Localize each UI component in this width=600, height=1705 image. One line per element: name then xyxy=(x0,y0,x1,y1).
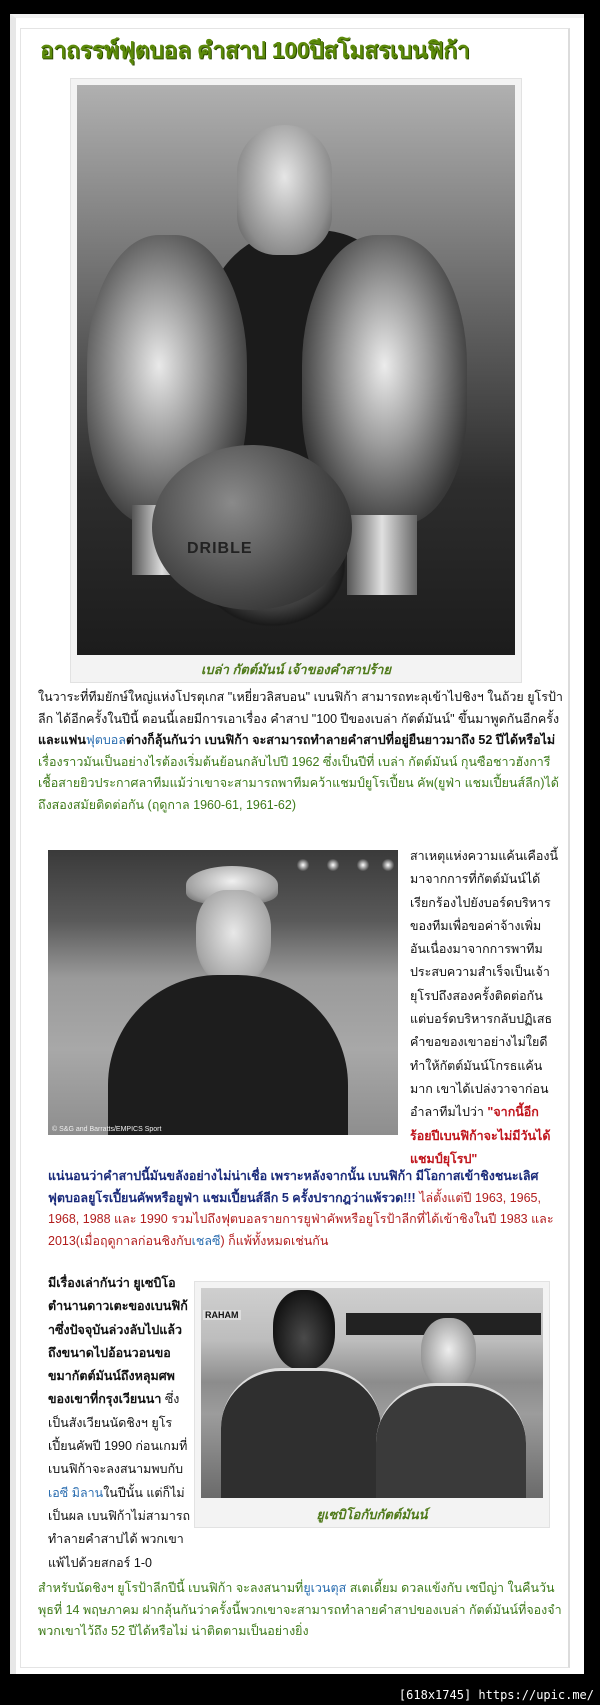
intro-line-a: ในวาระที่ทีมยักษ์ใหญ่แห่งโปรตุเกส "เหยี่ยวลิสบอน" เบนฟิก้า สามารถทะลุเข้าไปชิงฯ ในถ้วย ยูโรป้าลีก ได้อีกครั้งในปีนี้ ตอนนี้เลยมีการเอาเรื่อง คำสาป "100 ปีของเบล่า กัตต์มันน์" ขึ้นมาพูดกันอีกครั้ง xyxy=(38,690,563,726)
paragraph-finals xyxy=(48,1166,563,1252)
finals-tail-text: ) ก็แพ้ทั้งหมดเช่นกัน xyxy=(220,1233,329,1248)
intro-line-b-pre: และแฟน xyxy=(38,733,86,747)
guttmann-head xyxy=(421,1318,476,1388)
figure-eusebio-guttmann xyxy=(194,1281,550,1528)
stadium-sign: RAHAM xyxy=(205,1310,239,1320)
figure3-caption: ยูเซบิโอกับกัตต์มันน์ xyxy=(316,1507,428,1522)
ball-brand-text: DRIBLE xyxy=(187,540,253,557)
figure1-caption: เบล่า กัตต์มันน์ เจ้าของคำสาปร้าย xyxy=(200,662,392,677)
coach-jacket xyxy=(108,975,348,1135)
photo-guttmann-cap xyxy=(48,850,398,1135)
coach-head xyxy=(237,125,332,255)
link-football[interactable]: ฟุตบอล xyxy=(85,733,126,747)
paragraph-eusebio xyxy=(48,1272,193,1575)
eusebio-head xyxy=(273,1290,335,1370)
link-chelsea[interactable]: เชลซี xyxy=(191,1233,221,1248)
eusebio-text-post: ในปีนั้น แต่ก็ไม่เป็นผล เบนฟิก้าไม่สามารถทำลายคำสาปได้ พวกเขาแพ้ไปด้วยสกอร์ 1-0 xyxy=(48,1485,191,1570)
image-host-watermark: [618x1745] https://upic.me/ xyxy=(398,1688,594,1702)
photo-credit: © S&G and Barratts/EMPICS Sport xyxy=(52,1126,162,1133)
eusebio-text-pre: ซึ่งเป็นสังเวียนนัดชิงฯ ยูโรเปี้ยนคัพปี 1990 ก่อนเกมที่เบนฟิก้าจะลงสนามพบกับ xyxy=(48,1392,188,1477)
football xyxy=(152,445,352,610)
figure-guttmann-trophies xyxy=(70,78,522,683)
trophy-right-base xyxy=(347,515,417,595)
finals-years-text: ไล่ตั้งแต่ปี 1963, 1965, 1968, 1988 และ 1990 รวมไปถึงฟุตบอลรายการยูฟ่าคัพหรือยูโรป้าลีกที่ได้เข้าชิงในปี 1983 และ 2013(เมื่อฤดูกาลก่อนชิงกับ xyxy=(48,1190,554,1248)
finals-bold-text: แน่นอนว่าคำสาปนี้มันขลังอย่างไม่น่าเชื่อ เพราะหลังจากนั้น เบนฟิก้า มีโอกาสเข้าชิงชนะเลิศฟุตบอลยูโรเปี้ยนคัพหรือยูฟ่า แชมเปี้ยนส์ลีก 5 ครั้งปรากฎว่าแพ้รวด!!! xyxy=(48,1169,539,1205)
link-juventus[interactable]: ยูเวนตุส xyxy=(303,1581,347,1595)
link-ac-milan[interactable]: เอซี มิลาน xyxy=(48,1485,104,1500)
paragraph-cause xyxy=(410,845,560,1171)
cause-text: สาเหตุแห่งความแค้นเคืองนี้มาจากการที่กัตต์มันน์ได้เรียกร้องไปยังบอร์ดบริหารของทีมเพื่อขอค่าจ้างเพิ่ม อันเนื่องมาจากการพาทีมประสบความสำเร็จเป็นเจ้ายุโรปถึงสองครั้งติดต่อกัน แต่บอร์ดบริหารกลับปฏิเสธคำขอของเขาอย่างไม่ใยดี ทำให้กัตต์มันน์โกรธแค้นมาก เขาได้เปล่งวาจาก่อนอำลาทีมไปว่า xyxy=(410,849,559,1120)
guttmann-shirt xyxy=(376,1383,526,1498)
final-match-text-pre: สำหรับนัดชิงฯ ยูโรป้าลีกปีนี้ เบนฟิก้า จะลงสนามที่ xyxy=(38,1581,304,1595)
paragraph-intro xyxy=(38,687,563,816)
eusebio-shirt xyxy=(221,1368,381,1498)
photo-eusebio-guttmann xyxy=(201,1288,543,1498)
curse-quote: "จากนี้อีกร้อยปีเบนฟิก้าจะไม่มีวันได้แชมป์ยุโรป" xyxy=(410,1105,551,1166)
eusebio-bold-text: มีเรื่องเล่ากันว่า ยูเซบิโอ ตำนานดาวเตะของเบนฟิก้าซึ่งปัจจุบันล่วงลับไปแล้ว ถึงขนาดไปอ้อนวอนขอขมากัตต์มันน์ถึงหลุมศพของเขาที่กรุงเวียนนา xyxy=(48,1276,188,1407)
intro-line-b-post: ต่างก็ลุ้นกันว่า เบนฟิก้า จะสามารถทำลายคำสาปที่อยู่ยืนยาวมาถึง 52 ปีได้หรือไม่ xyxy=(125,733,556,747)
intro-line-c: เรื่องราวมันเป็นอย่างไรต้องเริ่มต้นย้อนกลับไปปี 1962 ซึ่งเป็นปีที่ เบล่า กัตต์มันน์ กุนซือชาวฮังการีเชื้อสายยิวประกาศลาทีมแม้ว่าเขาจะสามารถพาทีมคว้าแชมป์ยูโรเปี้ยน คัพ(ยูฟ่า แชมเปี้ยนส์ลีก)ได้ถึงสองสมัยติดต่อกัน (ฤดูกาล 1960-61, 1961-62) xyxy=(38,754,559,812)
article-title: อาถรรพ์ฟุตบอล คำสาป 100ปีสโมสรเบนฟิก้า xyxy=(40,37,470,63)
final-match-text-post: สเตเดี้ยม ดวลแข้งกับ เซบีญ่า ในคืนวันพุธที่ 14 พฤษภาคม ฝากลุ้นกันว่าครั้งนี้พวกเขาจะสามารถทำลายคำสาปของเบล่า กัตต์มันน์ที่จองจำพวกเขาไว้ถึง 52 ปีได้หรือไม่ น่าติดตามเป็นอย่างยิ่ง xyxy=(38,1581,562,1638)
photo-guttmann-trophies xyxy=(77,85,515,655)
paragraph-final-match xyxy=(38,1578,563,1643)
coach-face xyxy=(196,890,271,985)
